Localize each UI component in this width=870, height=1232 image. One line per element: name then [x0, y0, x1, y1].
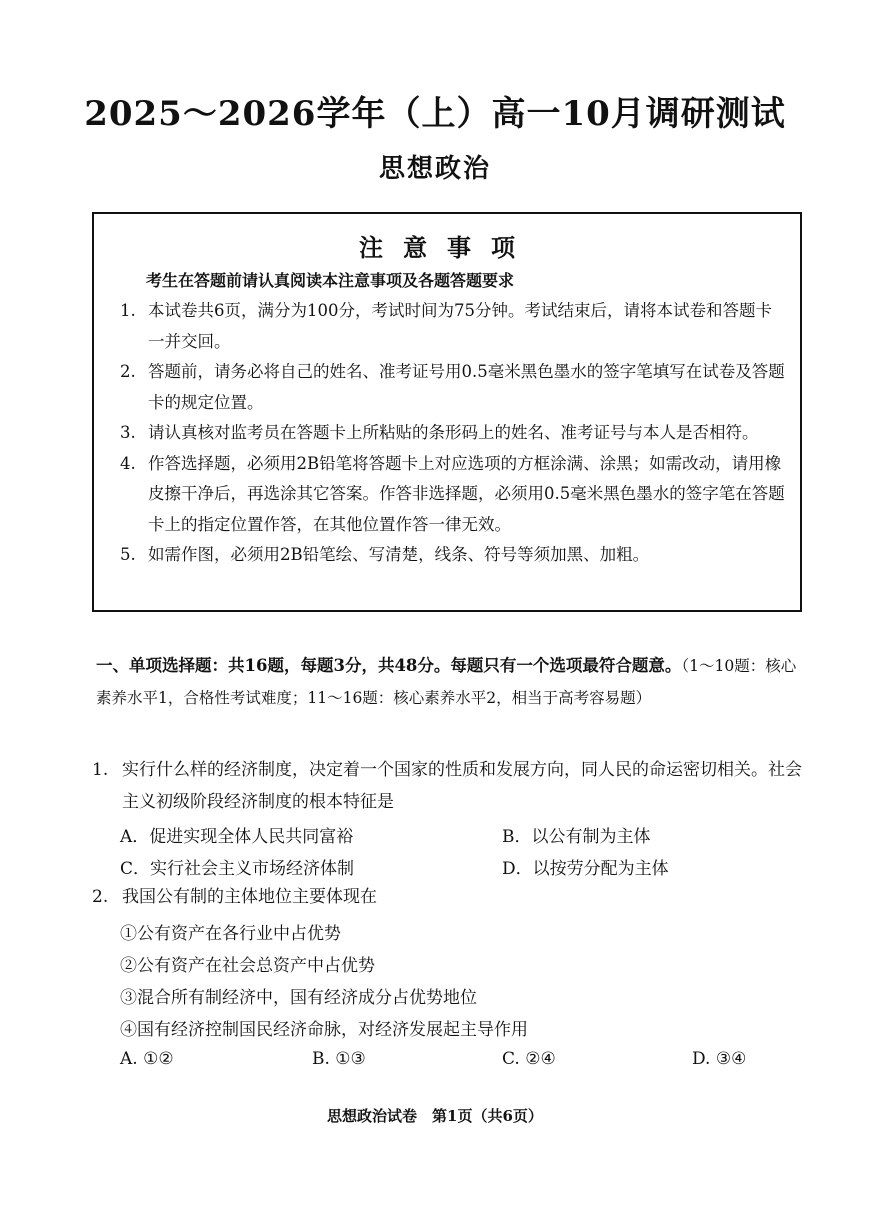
q1-option-a[interactable]: A．促进实现全体人民共同富裕 [120, 827, 354, 847]
notice-item [120, 418, 786, 449]
q2-statement-3: ③混合所有制经济中，国有经济成分占优势地位 [120, 988, 477, 1008]
q2-option-c[interactable]: C. ②④ [502, 1049, 556, 1069]
notice-item [120, 296, 786, 357]
notice-item-text: 作答选择题，必须用2B铅笔将答题卡上对应选项的方框涂满、涂黑；如需改动，请用橡皮擦干净后，再选涂其它答案。作答非选择题，必须用0.5毫米黑色墨水的签字笔在答题卡上的指定位置作答，在其他位置作答一律无效。 [148, 453, 785, 534]
section-1-hint: （1～10题：核心素养水平1，合格性考试难度；11～16题：核心素养水平2，相当于高考容易题） [96, 657, 797, 707]
question-number: 1. [92, 760, 109, 780]
page-footer: 思想政治试卷 第1页（共6页） [327, 1107, 543, 1125]
notice-item-text: 答题前，请务必将自己的姓名、准考证号用0.5毫米黑色墨水的签字笔填写在试卷及答题卡的规定位置。 [148, 362, 785, 412]
q1-option-c[interactable]: C．实行社会主义市场经济体制 [120, 859, 355, 879]
notice-item-number: 4. [120, 453, 136, 473]
notice-box [92, 212, 802, 612]
notice-item-text: 如需作图，必须用2B铅笔绘、写清楚，线条、符号等须加黑、加粗。 [148, 545, 650, 564]
q2-statement-2: ②公有资产在社会总资产中占优势 [120, 956, 375, 976]
question-1 [92, 754, 812, 818]
notice-item-text: 本试卷共6页，满分为100分，考试时间为75分钟。考试结束后，请将本试卷和答题卡一并交回。 [148, 301, 772, 351]
notice-item-number: 1. [120, 301, 136, 320]
q2-option-a[interactable]: A. ①② [120, 1049, 174, 1069]
question-2 [92, 881, 812, 913]
question-number: 2. [92, 887, 109, 907]
q2-option-b[interactable]: B. ①③ [312, 1049, 366, 1069]
q1-option-b[interactable]: B．以公有制为主体 [502, 827, 651, 847]
notice-item [120, 540, 786, 571]
section-1-heading: 一、单项选择题：共16题，每题3分，共48分。每题只有一个选项最符合题意。 [96, 656, 682, 675]
q2-statement-4: ④国有经济控制国民经济命脉，对经济发展起主导作用 [120, 1020, 528, 1040]
notice-list [120, 296, 786, 571]
q2-statement-1: ①公有资产在各行业中占优势 [120, 924, 341, 944]
notice-item [120, 449, 786, 541]
notice-item-number: 3. [120, 423, 136, 442]
notice-item [120, 357, 786, 418]
section-1-instructions [96, 650, 806, 714]
question-stem: 我国公有制的主体地位主要体现在 [122, 887, 377, 907]
subject-title: 思想政治 [378, 154, 491, 184]
notice-title: 注意事项 [359, 233, 535, 262]
notice-subtitle: 考生在答题前请认真阅读本注意事项及各题答题要求 [146, 271, 515, 290]
notice-item-text: 请认真核对监考员在答题卡上所粘贴的条形码上的姓名、准考证号与本人是否相符。 [148, 423, 759, 442]
q1-option-d[interactable]: D．以按劳分配为主体 [502, 859, 669, 879]
q2-option-d[interactable]: D. ③④ [692, 1049, 747, 1069]
notice-item-number: 2. [120, 362, 136, 381]
exam-title: 2025～2026学年（上）高一10月调研测试 [84, 94, 786, 134]
question-stem: 实行什么样的经济制度，决定着一个国家的性质和发展方向，同人民的命运密切相关。社会主义初级阶段经济制度的根本特征是 [122, 760, 802, 812]
notice-item-number: 5. [120, 545, 136, 564]
